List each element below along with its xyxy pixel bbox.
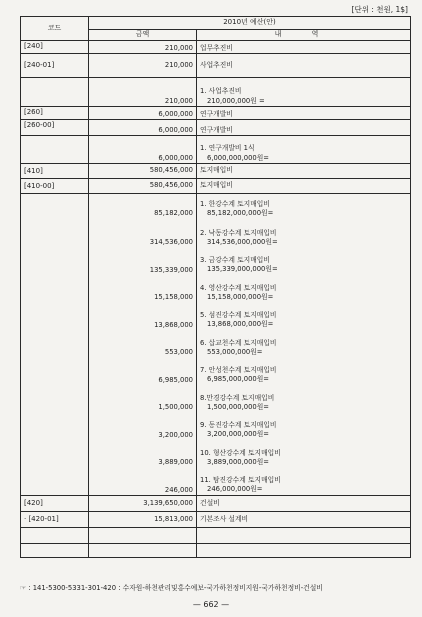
land-amount: 85,182,000 bbox=[154, 209, 193, 217]
item-title: 9. 동진강수계 토지매입비 bbox=[200, 421, 277, 429]
header-code: 코드 bbox=[21, 17, 89, 41]
table-row bbox=[21, 512, 411, 528]
table-row bbox=[21, 496, 411, 512]
row-amount: 210,000 bbox=[89, 54, 197, 78]
row-desc: 연구개발비 bbox=[197, 107, 411, 120]
item-title: 7. 안성천수계 토지매입비 bbox=[200, 366, 277, 374]
item-title: 4. 영산강수계 토지매입비 bbox=[200, 283, 277, 292]
row-code: [260] bbox=[21, 107, 89, 120]
budget-code-footnote: ☞ : 141-5300-5331-301-420 : 수자원-하천관리및홍수예보-국가하천정비지원-국가하천정비-건설비 bbox=[20, 584, 323, 592]
item-title: 3. 금강수계 토지매입비 bbox=[200, 256, 270, 264]
item-title: 1. 사업추진비 bbox=[200, 87, 242, 96]
page-number: — 662 — bbox=[192, 600, 230, 609]
row-desc: 기본조사 설계비 bbox=[197, 512, 411, 528]
item-detail: 314,536,000,000원= bbox=[207, 237, 278, 246]
item-title: 1. 연구개발비 1식 bbox=[200, 144, 255, 153]
table-row bbox=[21, 78, 411, 107]
unit-note: [단위 : 천원, 1$] bbox=[351, 5, 408, 14]
land-amount: 1,500,000 bbox=[158, 403, 193, 411]
land-amount: 3,889,000 bbox=[158, 458, 193, 466]
row-desc: 업무추진비 bbox=[197, 41, 411, 54]
item-detail: 6,000,000,000원= bbox=[207, 153, 269, 162]
table-row-empty bbox=[21, 528, 411, 544]
table-row bbox=[21, 164, 411, 179]
row-code: · [420-01] bbox=[21, 512, 89, 528]
row-code: [410] bbox=[21, 164, 89, 179]
row-desc: 연구개발비 bbox=[197, 120, 411, 136]
land-amount: 3,200,000 bbox=[158, 430, 193, 439]
row-amount: 15,813,000 bbox=[89, 512, 197, 528]
budget-table bbox=[20, 16, 411, 558]
item-detail: 6,985,000,000원= bbox=[207, 375, 269, 384]
item-detail: 3,200,000,000원= bbox=[207, 430, 269, 439]
item-title: 6. 삽교천수계 토지매입비 bbox=[200, 338, 277, 347]
row-amount: 580,456,000 bbox=[89, 164, 197, 179]
header-amount: 금액 bbox=[89, 30, 197, 41]
land-amount: 13,868,000 bbox=[154, 320, 193, 329]
land-amount: 246,000 bbox=[164, 485, 193, 494]
row-desc: 토지매입비 bbox=[197, 179, 411, 194]
item-detail: 3,889,000,000원= bbox=[207, 457, 269, 466]
header-budget-title: 2010년 예산(안) bbox=[89, 17, 411, 30]
row-amount: 6,000,000 bbox=[89, 120, 197, 136]
row-desc: 토지매입비 bbox=[197, 164, 411, 179]
item-title: 11. 탐진강수계 토지매입비 bbox=[200, 476, 281, 484]
item-title: 2. 낙동강수계 토지매입비 bbox=[200, 228, 277, 237]
row-amount: 210,000 bbox=[89, 78, 197, 107]
item-detail: 135,339,000,000원= bbox=[207, 265, 278, 274]
land-items-row bbox=[21, 194, 411, 496]
row-amount: 6,000,000 bbox=[89, 107, 197, 120]
item-detail: 1,500,000,000원= bbox=[207, 402, 269, 411]
row-code: [410-00] bbox=[21, 179, 89, 194]
row-code: [240-01] bbox=[21, 54, 89, 78]
item-detail: 553,000,000원= bbox=[207, 347, 263, 356]
row-desc: 건설비 bbox=[197, 496, 411, 512]
item-detail: 210,000,000원 = bbox=[207, 96, 265, 105]
row-code: [420] bbox=[21, 496, 89, 512]
row-code: [240] bbox=[21, 41, 89, 54]
table-row bbox=[21, 179, 411, 194]
item-title: 1. 한강수계 토지매입비 bbox=[200, 199, 270, 208]
item-detail: 85,182,000,000원= bbox=[207, 208, 274, 217]
item-title: 5. 섬진강수계 토지매입비 bbox=[200, 311, 277, 319]
item-detail: 13,868,000,000원= bbox=[207, 320, 274, 329]
item-title: 10. 형산강수계 토지매입비 bbox=[200, 448, 281, 457]
row-desc: 사업추진비 bbox=[197, 54, 411, 78]
land-amount: 553,000 bbox=[164, 348, 193, 356]
table-row bbox=[21, 120, 411, 136]
table-row bbox=[21, 41, 411, 54]
row-amount: 580,456,000 bbox=[89, 179, 197, 194]
item-title: 8.만경강수계 토지매입비 bbox=[200, 393, 275, 402]
land-amount: 6,985,000 bbox=[158, 375, 193, 384]
land-amount: 314,536,000 bbox=[149, 238, 193, 246]
table-row bbox=[21, 54, 411, 78]
row-code: [260-00] bbox=[21, 120, 89, 136]
row-amount: 210,000 bbox=[89, 41, 197, 54]
land-amount: 135,339,000 bbox=[149, 265, 193, 274]
item-detail: 246,000,000원= bbox=[207, 485, 263, 494]
table-row bbox=[21, 136, 411, 164]
item-detail: 15,158,000,000원= bbox=[207, 292, 274, 301]
table-row-empty bbox=[21, 544, 411, 558]
header-description: 내 역 bbox=[197, 30, 411, 41]
row-amount: 6,000,000 bbox=[89, 136, 197, 164]
row-amount: 3,139,650,000 bbox=[89, 496, 197, 512]
table-row bbox=[21, 107, 411, 120]
land-amount: 15,158,000 bbox=[154, 293, 193, 301]
